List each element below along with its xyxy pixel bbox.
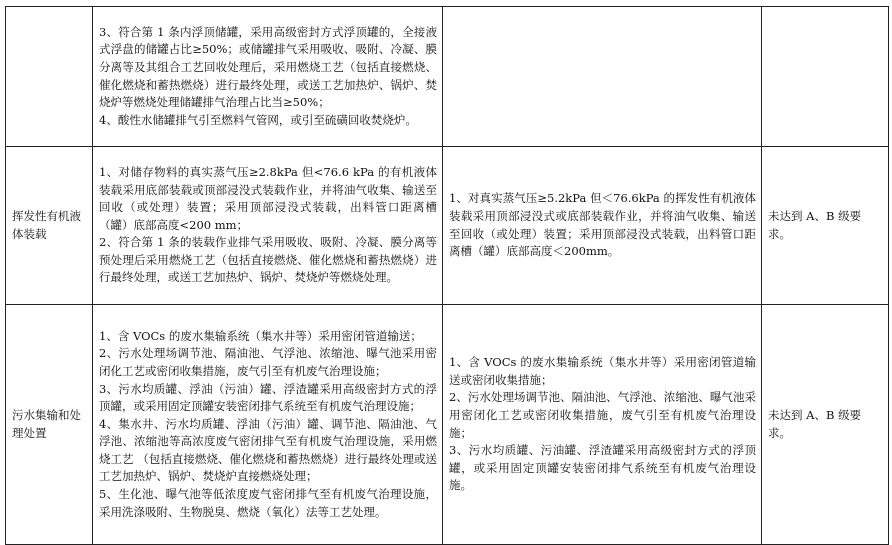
level-b-item: 2、污水处理场调节池、隔油池、气浮池、浓缩池、曝气池采用密闭化工艺或密闭收集措施，废气引至有机废气治理设施； [449, 390, 756, 440]
level-a-item: 3、污水均质罐、浮油（污油）罐、浮渣罐采用高级密封方式的浮顶罐，或采用固定顶罐安装密闭排气系统至有机废气治理设施； [99, 381, 437, 414]
level-a-item: 2、污水处理场调节池、隔油池、气浮池、浓缩池、曝气池采用密闭化工艺或密闭收集措施，废气引至有机废气治理设施； [99, 346, 437, 378]
table-row-liquid-loading [6, 147, 889, 305]
level-a-requirements-cell [93, 147, 443, 305]
level-a-item: 1、对储存物料的真实蒸气压≥2.8kPa 但<76.6 kPa 的有机液体装载采用底部装载或顶部浸没式装载作业，并将油气收集、输送至回收（或处理）装置；采用顶部浸没式装载，出料管口距离槽（罐）底部高度<200 mm； [99, 164, 437, 232]
level-b-item: 1、对真实蒸气压≥5.2kPa 但＜76.6kPa 的挥发性有机液体装载采用顶部浸没式或底部装载作业，并将油气收集、输送至回收（或处理）装置；采用顶部浸没式装载，出料管口距离槽（罐）底部高度＜200mm。 [449, 191, 756, 259]
level-b-item: 3、污水均质罐、污油罐、浮渣罐采用高级密封方式的浮顶罐，或采用固定顶罐安装密闭排气系统至有机废气治理设施。 [449, 443, 756, 493]
level-a-requirements-cell [93, 305, 443, 545]
table-row-wastewater [6, 305, 889, 545]
table-row-storage-tanks [6, 7, 889, 147]
level-b-requirements-cell [443, 7, 762, 147]
level-b-requirements-cell [443, 305, 762, 545]
row-category-cell: 污水集输和处理处置 [6, 305, 93, 545]
result-cell [762, 7, 889, 147]
level-a-item: 3、符合第 1 条内浮顶储罐，采用高级密封方式浮顶罐的，全接液式浮盘的储罐占比≥50%；或储罐排气采用吸收、吸附、冷凝、膜分离等及其组合工艺回收处理后，采用燃烧工艺（包括直接燃烧、催化燃烧和蓄热燃烧）进行最终处理，或送工艺加热炉、锅炉、焚烧炉等燃烧处理储罐排气治理占比当≥50%； [99, 24, 437, 110]
requirements-table [5, 6, 889, 545]
level-a-item: 1、含 VOCs 的废水集输系统（集水井等）采用密闭管道输送； [99, 328, 422, 343]
row-category-cell: 挥发性有机液体装载 [6, 147, 93, 305]
result-cell: 未达到 A、B 级要求。 [762, 147, 889, 305]
level-b-item: 1、含 VOCs 的废水集输系统（集水井等）采用密闭管道输送或密闭收集措施； [449, 355, 756, 387]
level-a-requirements-cell [93, 7, 443, 147]
level-a-item: 5、生化池、曝气池等低浓度废气密闭排气至有机废气治理设施，采用洗涤吸附、生物脱臭、燃烧（氧化）法等工艺处理。 [99, 487, 437, 519]
level-a-item: 4、集水井、污水均质罐、浮油（污油）罐、调节池、隔油池、气浮池、浓缩池等高浓度废气密闭排气至有机废气治理设施，采用燃烧工艺 （包括直接燃烧、催化燃烧和蓄热燃烧）进行最终处理或送工艺加热炉、锅炉、焚烧炉直接燃烧处理； [99, 416, 437, 484]
row-category-cell [6, 7, 93, 147]
level-a-item: 4、酸性水储罐排气引至燃料气管网，或引至硫磺回收焚烧炉。 [99, 112, 417, 127]
level-b-requirements-cell [443, 147, 762, 305]
result-cell: 未达到 A、B 级要求。 [762, 305, 889, 545]
level-a-item: 2、符合第 1 条的装载作业排气采用吸收、吸附、冷凝、膜分离等预处理后采用燃烧工艺（包括直接燃烧、催化燃烧和蓄热燃烧）进行最终处理，或送工艺加热炉、锅炉、焚烧炉等燃烧处理。 [99, 235, 437, 285]
